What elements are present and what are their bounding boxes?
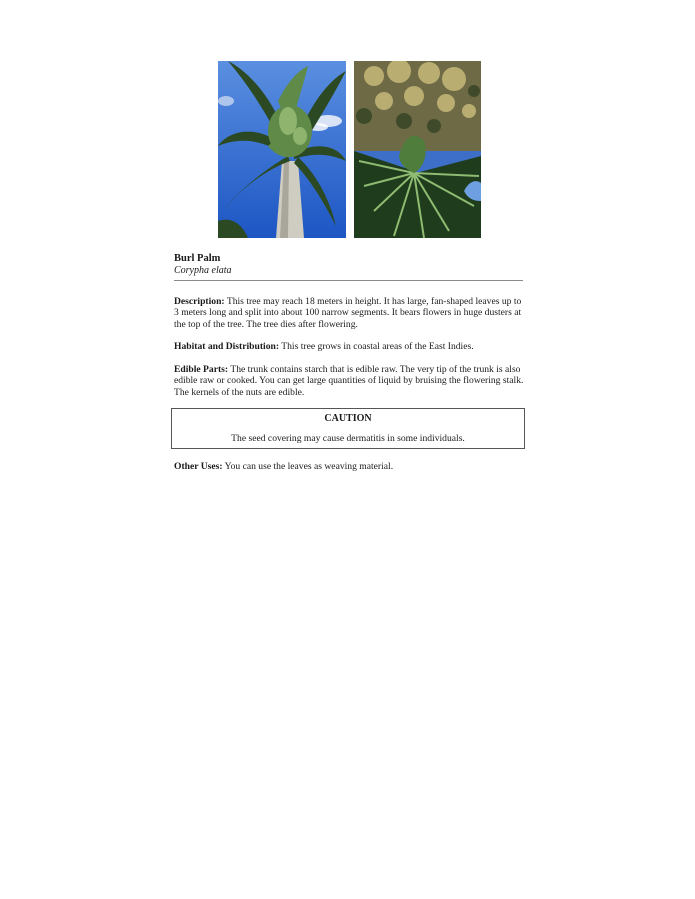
description-paragraph <box>174 296 524 330</box>
habitat-text: This tree grows in coastal areas of the East Indies. <box>281 341 474 352</box>
plant-title <box>174 253 523 277</box>
title-divider <box>174 280 523 281</box>
other-uses-heading: Other Uses: <box>174 461 223 472</box>
habitat-heading: Habitat and Distribution: <box>174 341 280 352</box>
palm-photo-crown <box>354 61 481 238</box>
habitat-paragraph <box>174 341 524 352</box>
common-name: Burl Palm <box>174 253 221 264</box>
palm-photos <box>218 61 481 238</box>
other-uses-paragraph <box>174 461 524 472</box>
edible-parts-paragraph <box>174 364 524 398</box>
description-heading: Description: <box>174 296 225 307</box>
other-uses-text: You can use the leaves as weaving material. <box>224 461 394 472</box>
caution-text: The seed covering may cause dermatitis in some individuals. <box>231 433 465 444</box>
description-text: This tree may reach 18 meters in height. It has large, fan-shaped leaves up to 3 meters long and split into about 100 narrow segments. It bears flowers in huge dusters at the top of the tree. The tree dies after flowering. <box>174 296 522 330</box>
caution-title: CAUTION <box>324 413 372 424</box>
caution-box <box>171 408 525 449</box>
edible-parts-text: The trunk contains starch that is edible raw. The very tip of the trunk is also edible raw or cooked. You can get large quantities of liquid by bruising the flowering stalk. The kernels of the nuts are edible. <box>174 364 524 398</box>
edible-parts-heading: Edible Parts: <box>174 364 229 375</box>
palm-photo-trunk <box>218 61 346 238</box>
latin-name: Corypha elata <box>174 265 232 276</box>
